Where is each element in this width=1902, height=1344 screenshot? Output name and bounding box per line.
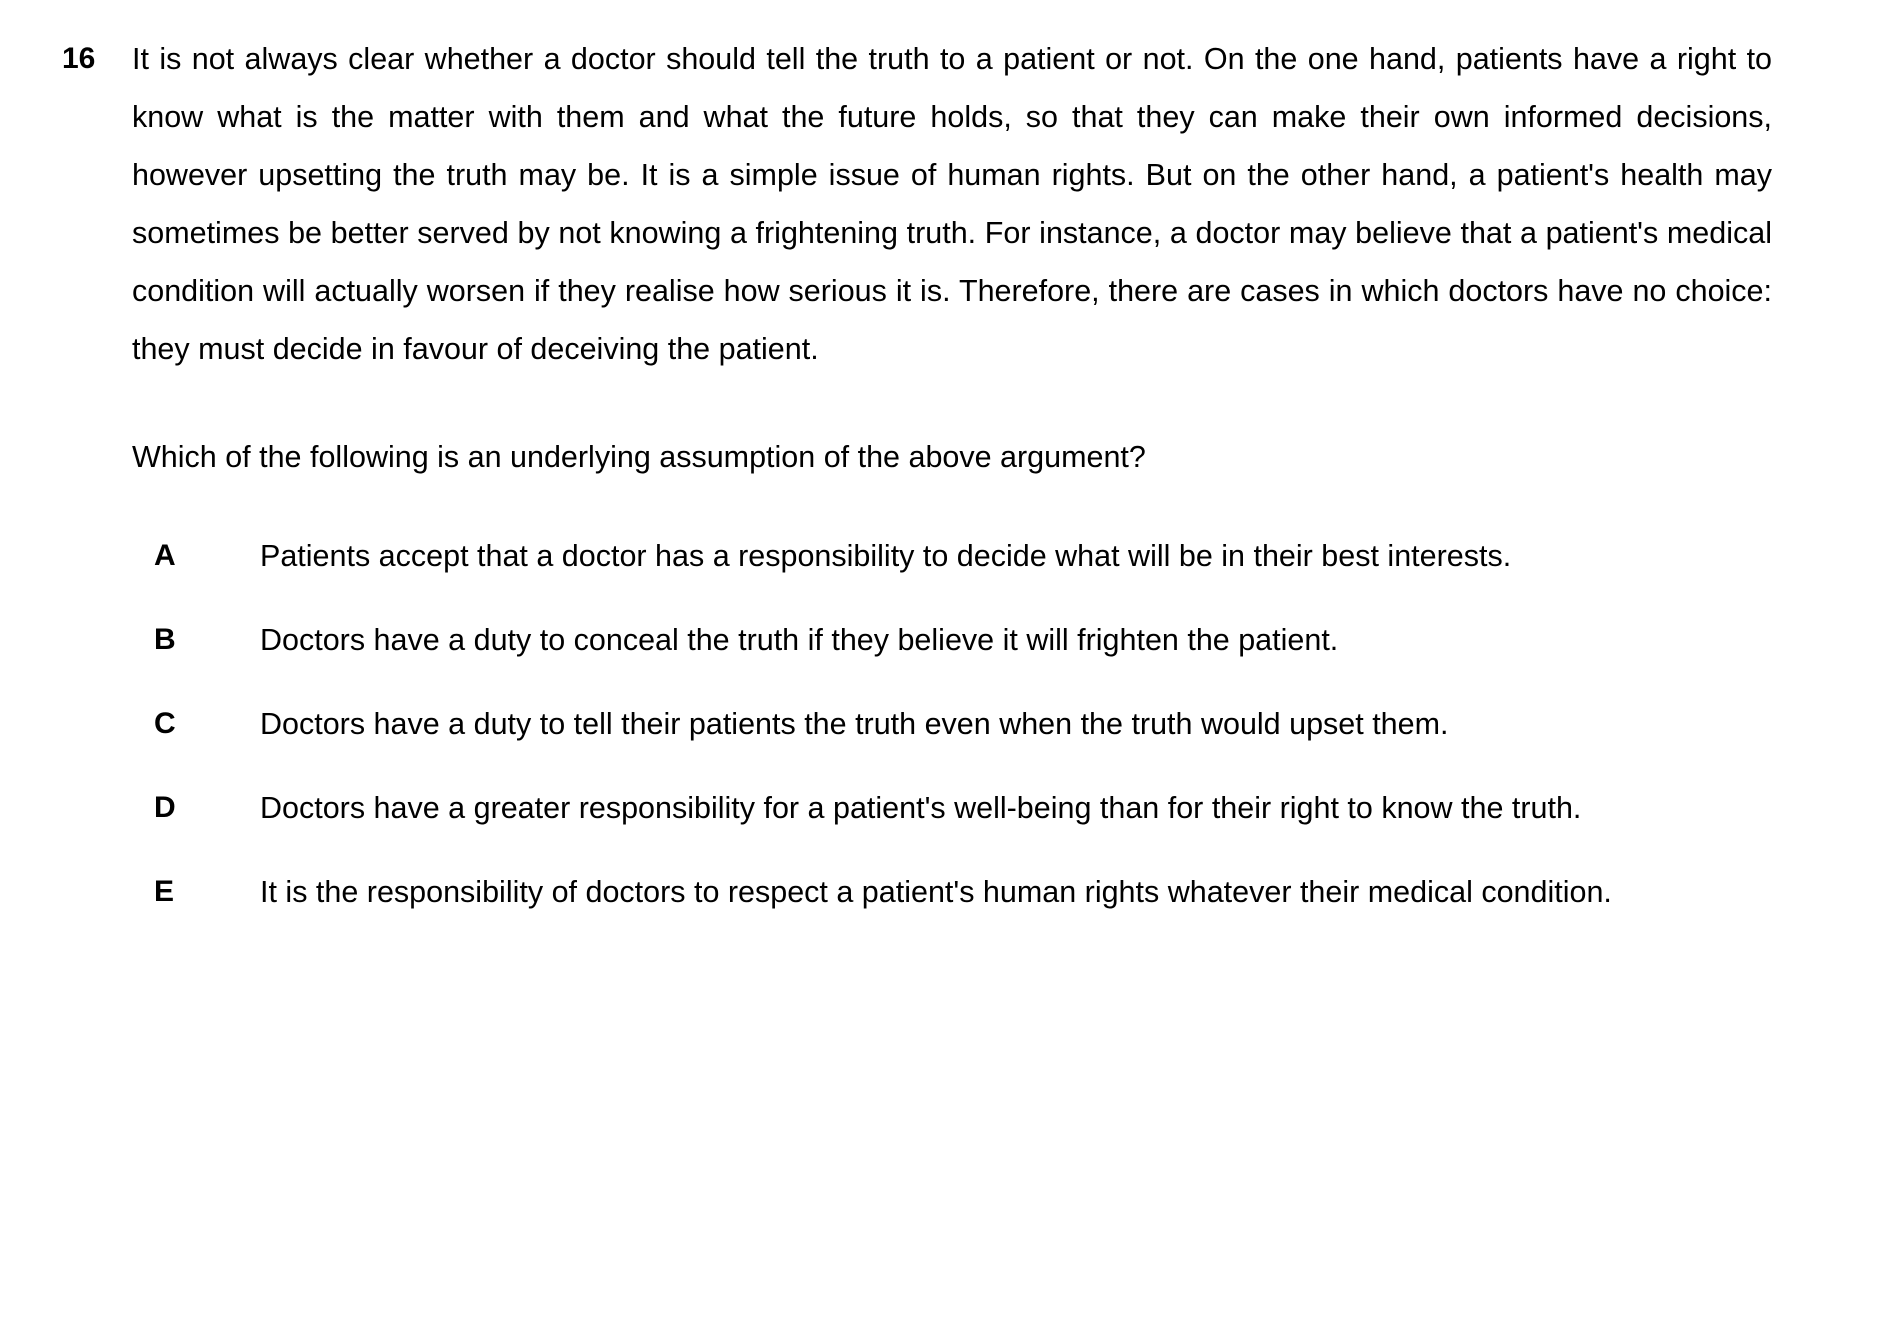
option-letter-e: E <box>154 875 175 908</box>
question-lead-in: Which of the following is an underlying assumption of the above argument? <box>132 440 1146 474</box>
option-a[interactable] <box>132 528 1782 584</box>
option-text-a: Patients accept that a doctor has a responsibility to decide what will be in their best interests. <box>260 539 1512 573</box>
option-text-c: Doctors have a duty to tell their patients the truth even when the truth would upset them. <box>260 707 1449 741</box>
option-text-b: Doctors have a duty to conceal the truth if they believe it will frighten the patient. <box>260 623 1339 657</box>
question-number: 16 <box>62 42 96 75</box>
option-c[interactable] <box>132 696 1782 752</box>
option-text-d: Doctors have a greater responsibility for a patient's well-being than for their right to know the truth. <box>260 791 1582 825</box>
option-letter-c: C <box>154 707 176 740</box>
option-d[interactable] <box>132 780 1782 836</box>
option-letter-b: B <box>154 623 176 656</box>
question-block <box>54 30 1848 948</box>
answer-options-list <box>132 528 1782 920</box>
option-letter-a: A <box>154 539 176 572</box>
option-b[interactable] <box>132 612 1782 668</box>
question-body <box>132 30 1782 948</box>
option-text-e: It is the responsibility of doctors to respect a patient's human rights whatever their medical condition. <box>260 875 1612 909</box>
option-letter-d: D <box>154 791 176 824</box>
question-stem: It is not always clear whether a doctor should tell the truth to a patient or not. On the one hand, patients have a right to know what is the matter with them and what the future holds, so that they can make their own informed decisions, however upsetting the truth may be. It is a simple issue of human rights. But on the other hand, a patient's health may sometimes be better served by not knowing a frightening truth. For instance, a doctor may believe that a patient's medical condition will actually worsen if they realise how serious it is. Therefore, there are cases in which doctors have no choice: they must decide in favour of deceiving the patient. <box>132 42 1772 366</box>
option-e[interactable] <box>132 864 1782 920</box>
